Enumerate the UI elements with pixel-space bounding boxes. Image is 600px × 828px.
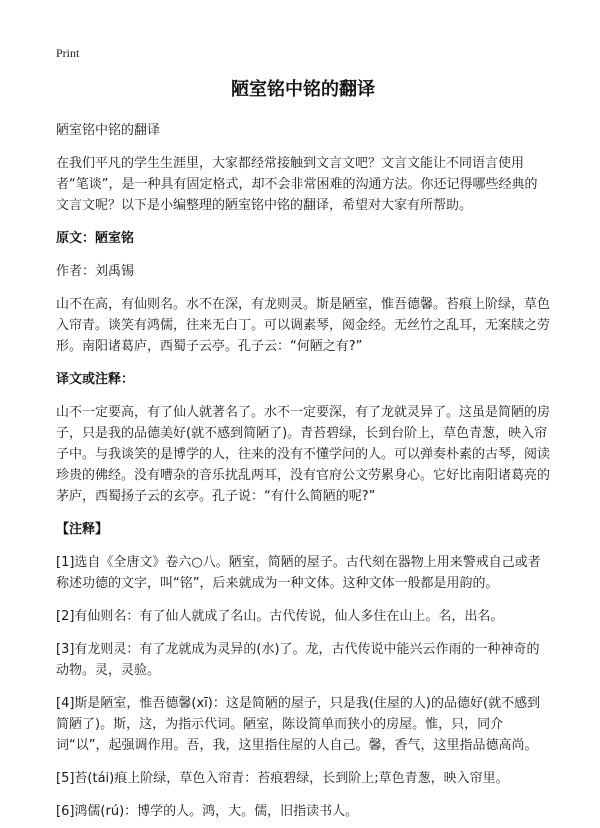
print-link[interactable]: Print xyxy=(56,46,80,60)
note-item: [6]鸿儒(rú)：博学的人。鸿，大。儒，旧指读书人。 xyxy=(56,804,359,819)
note-item: [5]苔(tái)痕上阶绿，草色入帘青：苔痕碧绿，长到阶上;草色青葱，映入帘里。 xyxy=(56,771,509,786)
note-item: [1]选自《全唐文》卷六○八。陋室，简陋的屋子。古代刻在器物上用来警戒自己或者称述功德的文字，叫“铭”，后来就成为一种文体。这种文体一般都是用韵的。 xyxy=(56,555,541,591)
author-line: 作者：刘禹锡 xyxy=(56,264,135,279)
note-item: [2]有仙则名：有了仙人就成了名山。古代传说，仙人多住在山上。名，出名。 xyxy=(56,609,504,624)
translation-text: 山不一定要高，有了仙人就著名了。水不一定要深，有了龙就灵异了。这虽是简陋的房子，只是我的品德美好(就不感到简陋了)。青苔碧绿，长到台阶上，草色青葱，映入帘子中。与我谈笑的是博学的人，往来的没有不懂学问的人。可以弹奏朴素的古琴，阅读珍贵的佛经。没有嘈杂的音乐扰乱两耳，没有官府公文劳累身心。它好比南阳诸葛亮的茅庐，西蜀扬子云的玄亭。孔子说：“有什么简陋的呢?” xyxy=(56,405,551,504)
original-heading: 原文：陋室铭 xyxy=(56,231,135,246)
article-subtitle: 陋室铭中铭的翻译 xyxy=(56,123,161,138)
note-item: [3]有龙则灵：有了龙就成为灵异的(水)了。龙，古代传说中能兴云作雨的一种神奇的动物。灵，灵验。 xyxy=(56,642,540,678)
intro-paragraph: 在我们平凡的学生生涯里，大家都经常接触到文言文吧？文言文能让不同语言使用者“笔谈”，是一种具有固定格式，却不会非常困难的沟通方法。你还记得哪些经典的文言文呢？以下是小编整理的陋室铭中铭的翻译，希望对大家有所帮助。 xyxy=(56,156,538,213)
translation-heading: 译文或注释： xyxy=(56,372,135,387)
note-item: [4]斯是陋室，惟吾德馨(xī)：这是简陋的屋子，只是我(住屋的人)的品德好(就不感到简陋了)。斯，这，为指示代词。陋室，陈设简单而狭小的房屋。惟，只，同介词“以”，起强调作用。吾，我，这里指住屋的人自己。馨，香气，这里指品德高尚。 xyxy=(56,696,541,753)
notes-heading: 【注释】 xyxy=(56,522,109,537)
page-title: 陋室铭中铭的翻译 xyxy=(231,79,375,100)
original-text: 山不在高，有仙则名。水不在深，有龙则灵。斯是陋室，惟吾德馨。苔痕上阶绿，草色入帘青。谈笑有鸿儒，往来无白丁。可以调素琴，阅金经。无丝竹之乱耳，无案牍之劳形。南阳诸葛庐，西蜀子云亭。孔子云：“何陋之有?” xyxy=(56,297,551,354)
article xyxy=(56,76,550,822)
